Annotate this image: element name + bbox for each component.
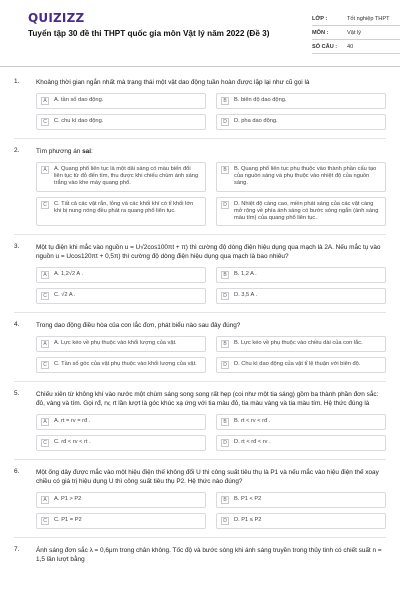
option-d[interactable] <box>216 513 386 529</box>
option-a[interactable] <box>36 492 206 508</box>
option-text: A. tần số dao động. <box>54 97 104 103</box>
meta-row-count <box>312 40 400 54</box>
question-4 <box>14 321 386 373</box>
question-separator <box>14 381 386 382</box>
question-text: Trong dao động điều hòa của con lắc đơn, phát biểu nào sau đây đúng? <box>36 322 241 330</box>
option-letter: C <box>41 517 49 525</box>
option-d[interactable] <box>216 435 386 451</box>
option-letter: A <box>41 418 49 426</box>
option-text: B. Quang phổ liên tục phụ thuộc vào thành phần cấu tạo của nguồn sáng và phụ thuộc vào nhiệt độ của nguồn sáng. <box>234 166 377 187</box>
question-text <box>36 147 386 156</box>
question-text-emphasis: sai <box>82 148 92 155</box>
option-b[interactable] <box>216 162 386 192</box>
option-c[interactable] <box>36 288 206 304</box>
option-text: B. rt < rv < rđ . <box>234 418 271 425</box>
header-divider <box>0 66 400 67</box>
option-c[interactable] <box>36 513 206 529</box>
question-text-suffix: : <box>91 148 93 155</box>
question-6 <box>14 468 386 529</box>
option-letter: A <box>41 340 49 348</box>
option-a[interactable] <box>36 162 206 192</box>
question-3 <box>14 243 386 304</box>
option-letter: D <box>221 118 229 126</box>
option-letter: D <box>221 439 229 447</box>
option-a[interactable] <box>36 93 206 109</box>
option-d[interactable] <box>216 357 386 373</box>
option-grid <box>36 162 386 226</box>
option-text: D. 3,5 A . <box>234 292 258 299</box>
option-text: D. Chu kì dao động của vật tỉ lệ thuận với biên độ. <box>234 361 361 368</box>
option-text: C. √2 A . <box>54 292 76 299</box>
meta-key: MÔN : <box>312 29 329 36</box>
question-text: Chiếu xiên từ không khí vào nước một chùm sáng song song rất hẹp (coi như một tia sáng) gồm ba thành phần đơn sắc: đỏ, vàng và tím. Gọi rđ, rv, rt lần lượt là góc khúc xạ ứng với tia màu đỏ, tia màu vàng và tia màu tím. Hệ thức đúng là <box>36 391 379 408</box>
question-text: Một ống dây được mắc vào một hiệu điện thế không đổi U thì công suất tiêu thụ là P1 và nếu mắc vào hiệu điện thế xoay chiều có giá trị hiệu dụng U thì công suất tiêu thụ P2. Hệ thức nào đúng? <box>36 469 379 486</box>
option-text: D. Nhiệt độ càng cao, miền phát sáng của các vật càng mở rộng về phía ánh sáng có bước sóng ngắn (ánh sáng màu tím) của quang phổ liên tục. <box>234 200 379 222</box>
option-a[interactable] <box>36 414 206 430</box>
option-letter: A <box>41 271 49 279</box>
meta-value: Tốt nghiệp THPT <box>347 15 390 22</box>
option-letter: B <box>221 166 229 174</box>
option-c[interactable] <box>36 357 206 373</box>
option-text: A. Lực kéo về phụ thuộc vào khối lượng của vật. <box>54 340 177 347</box>
option-text: B. 1,2 A . <box>234 271 257 278</box>
question-list <box>14 78 386 564</box>
meta-row-subject <box>312 26 400 40</box>
option-letter: C <box>41 118 49 126</box>
option-grid <box>36 93 386 130</box>
question-number: 4. <box>14 321 20 329</box>
option-letter: B <box>221 418 229 426</box>
option-text: C. chu kì dao động. <box>54 118 104 124</box>
option-letter: B <box>221 97 229 105</box>
option-letter: D <box>221 361 229 369</box>
option-d[interactable] <box>216 288 386 304</box>
meta-value: Vật lý <box>347 29 361 36</box>
option-text: C. rđ < rv < rt . <box>54 439 91 446</box>
option-letter: C <box>41 439 49 447</box>
option-letter: A <box>41 496 49 504</box>
option-b[interactable] <box>216 93 386 109</box>
option-letter: C <box>41 292 49 300</box>
question-7 <box>14 546 386 564</box>
question-separator <box>14 312 386 313</box>
question-number: 1. <box>14 78 20 85</box>
option-grid <box>36 492 386 529</box>
option-letter: A <box>41 166 49 174</box>
option-text: D. rt < rđ < rv . <box>234 439 271 446</box>
option-text: C. Tần số góc của vật phụ thuộc vào khối lượng của vật. <box>54 361 197 368</box>
option-letter: A <box>41 97 49 105</box>
question-5 <box>14 390 386 451</box>
option-letter: B <box>221 496 229 504</box>
meta-table <box>312 12 400 54</box>
question-2 <box>14 147 386 226</box>
option-c[interactable] <box>36 114 206 130</box>
option-b[interactable] <box>216 336 386 352</box>
question-text: Một tụ điện khi mắc vào nguồn u = U√2cos100πt + π) thì cường độ dòng điện hiệu dụng qua mạch là 2A. Nếu mắc tụ vào nguồn u = Ucos120πt + 0,5π) thì cường độ dòng điện hiệu dụng qua mạch là bao nhiêu? <box>36 244 381 261</box>
option-c[interactable] <box>36 435 206 451</box>
meta-key: LỚP : <box>312 15 328 22</box>
option-b[interactable] <box>216 267 386 283</box>
option-letter: B <box>221 340 229 348</box>
option-text: D. pha dao động. <box>234 118 278 124</box>
question-number: 3. <box>14 243 20 251</box>
option-grid <box>36 267 386 304</box>
option-letter: D <box>221 292 229 300</box>
option-grid <box>36 414 386 451</box>
question-number: 5. <box>14 390 20 398</box>
option-b[interactable] <box>216 492 386 508</box>
document-title: Tuyển tập 30 đề thi THPT quốc gia môn Vật lý năm 2022 (Đề 3) <box>28 29 270 38</box>
meta-row-class <box>312 12 400 26</box>
quizizz-logo: QUIZIZZ <box>28 11 85 25</box>
option-text: B. biên độ dao động. <box>234 97 287 103</box>
option-a[interactable] <box>36 336 206 352</box>
option-a[interactable] <box>36 267 206 283</box>
worksheet-header <box>14 0 390 62</box>
question-separator <box>14 234 386 235</box>
option-letter: B <box>221 271 229 279</box>
question-number: 7. <box>14 546 20 554</box>
option-text: B. Lực kéo về phụ thuộc vào chiều dài của con lắc. <box>234 340 363 347</box>
option-b[interactable] <box>216 414 386 430</box>
option-text: C. P1 = P2 <box>54 517 82 524</box>
question-text: Ánh sáng đơn sắc λ = 0,6μm trong chân không. Tốc độ và bước sóng khi ánh sáng truyền trong thủy tinh có chiết suất n = 1,5 lần lượt bằng <box>36 547 382 564</box>
option-letter: C <box>41 201 49 209</box>
option-letter: D <box>221 517 229 525</box>
question-text-prefix: Tìm phương án <box>36 148 83 155</box>
option-text: C. Tất cả các vật rắn, lỏng và các khối khí có tỉ khối lớn khi bị nung nóng đều phát ra quang phổ liên tục. <box>54 200 194 214</box>
question-separator <box>14 459 386 460</box>
question-number: 2. <box>14 147 20 154</box>
meta-key: SỐ CÂU : <box>312 43 338 50</box>
option-text: D. P1 ≤ P2 <box>234 517 262 524</box>
option-text: A. P1 > P2 <box>54 496 82 503</box>
question-number: 6. <box>14 468 20 476</box>
option-letter: D <box>221 201 229 209</box>
option-d[interactable] <box>216 114 386 130</box>
option-text: A. rt = rv = rđ . <box>54 418 91 425</box>
question-separator <box>14 138 386 139</box>
option-text: A. 1,2√2 A . <box>54 271 84 278</box>
option-c[interactable] <box>36 197 206 227</box>
question-1 <box>14 78 386 130</box>
option-d[interactable] <box>216 197 386 227</box>
option-letter: C <box>41 361 49 369</box>
option-text: B. P1 < P2 <box>234 496 262 503</box>
question-separator <box>14 537 386 538</box>
meta-value: 40 <box>347 43 354 50</box>
question-text: Khoảng thời gian ngắn nhất mà trạng thái một vật dao động tuần hoàn được lặp lại như cũ gọi là <box>36 79 310 86</box>
option-grid <box>36 336 386 373</box>
option-text: A. Quang phổ liên tục là một dải sáng có màu biến đổi liên tục từ đỏ đến tím, thu được khi chiếu chùm ánh sáng trắng vào khe máy quang phổ. <box>54 166 199 187</box>
